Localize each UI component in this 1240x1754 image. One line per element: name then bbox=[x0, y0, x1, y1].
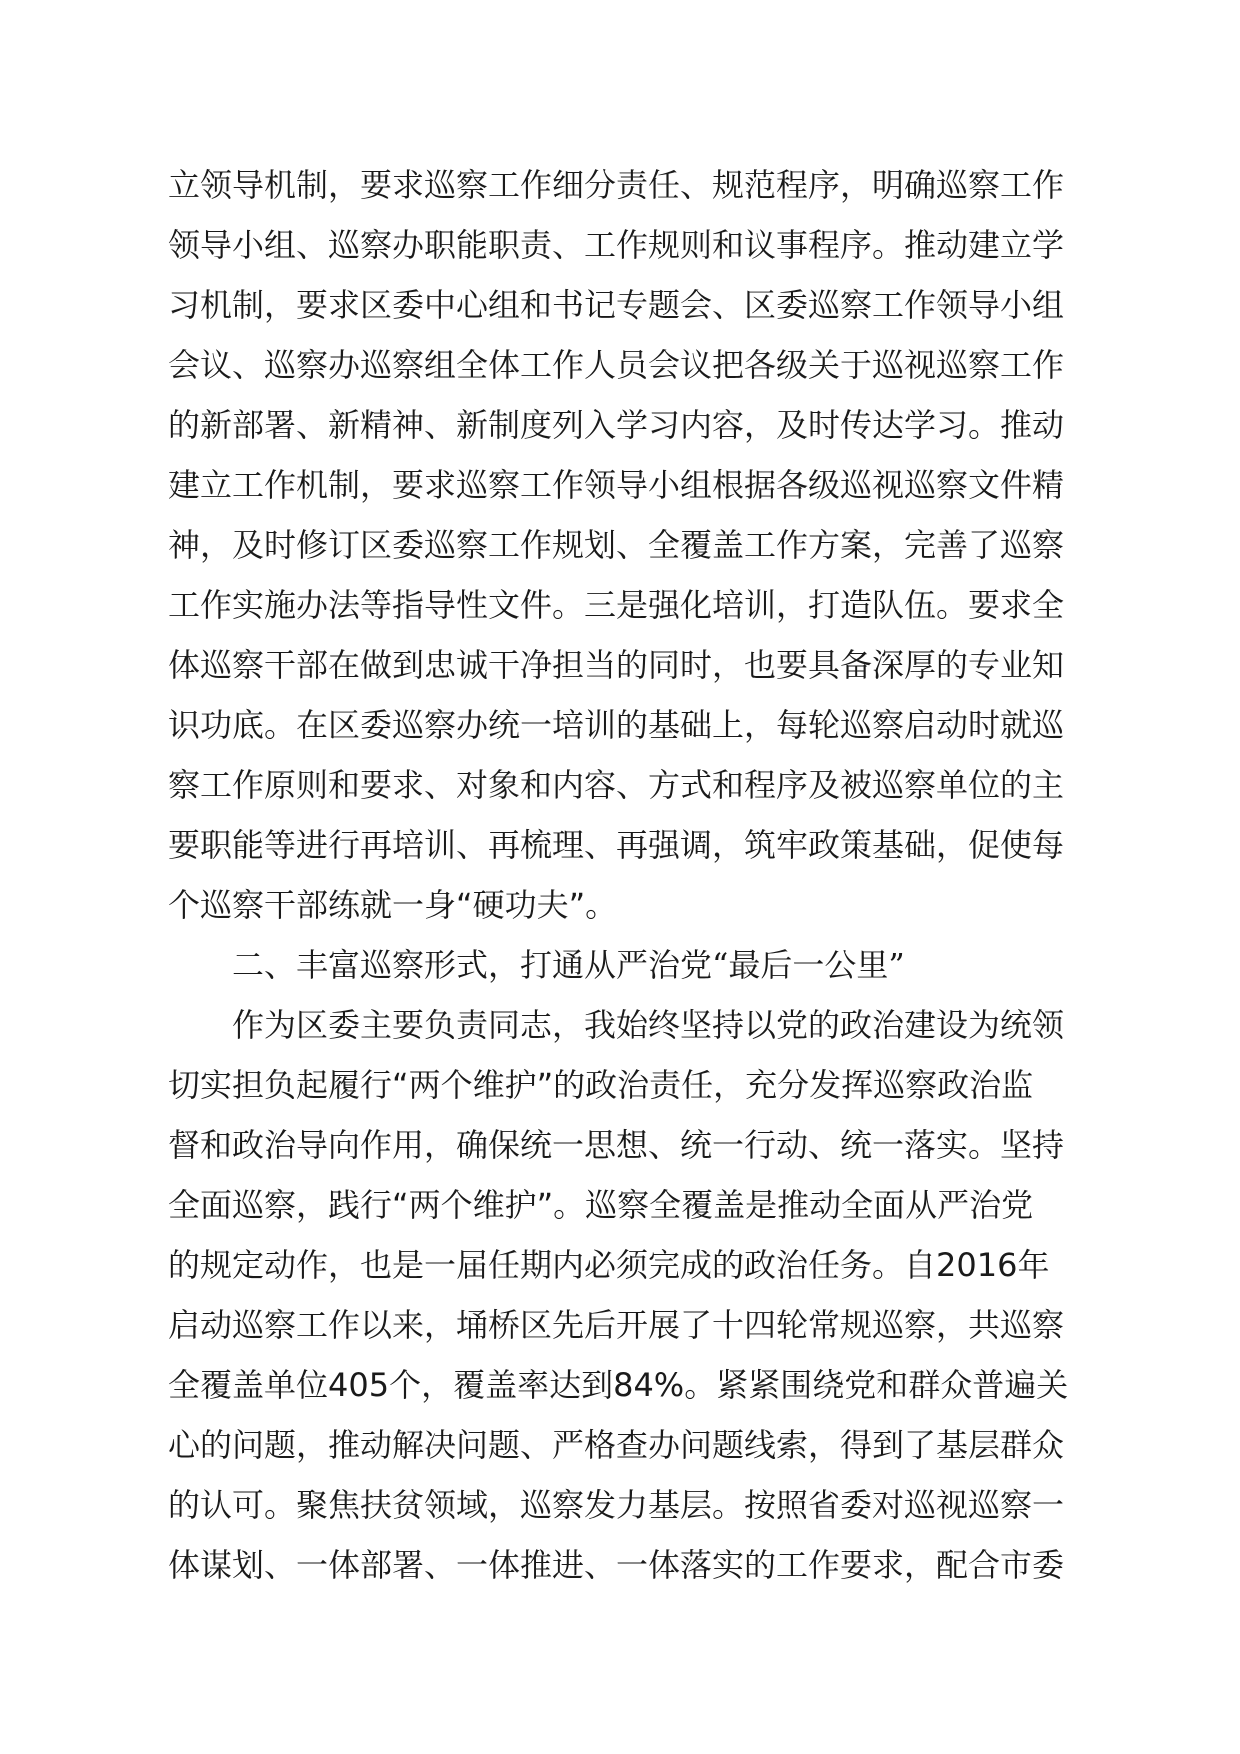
text-line: 全覆盖单位405个，覆盖率达到84%。紧紧围绕党和群众普遍关 bbox=[168, 1366, 1069, 1404]
text-line: 会议、巡察办巡察组全体工作人员会议把各级关于巡视巡察工作 bbox=[168, 346, 1065, 384]
text-line: 识功底。在区委巡察办统一培训的基础上，每轮巡察启动时就巡 bbox=[168, 706, 1065, 744]
text-line: 察工作原则和要求、对象和内容、方式和程序及被巡察单位的主 bbox=[168, 766, 1065, 804]
text-line: 的认可。聚焦扶贫领域，巡察发力基层。按照省委对巡视巡察一 bbox=[168, 1486, 1065, 1524]
text-line: 切实担负起履行“两个维护”的政治责任，充分发挥巡察政治监 bbox=[168, 1066, 1034, 1104]
text-line: 习机制，要求区委中心组和书记专题会、区委巡察工作领导小组 bbox=[168, 286, 1065, 324]
text-line: 建立工作机制，要求巡察工作领导小组根据各级巡视巡察文件精 bbox=[168, 466, 1065, 504]
text-line: 体巡察干部在做到忠诚干净担当的同时，也要具备深厚的专业知 bbox=[168, 646, 1065, 684]
section-heading: 二、丰富巡察形式，打通从严治党“最后一公里” bbox=[232, 946, 905, 984]
text-line: 全面巡察，践行“两个维护”。巡察全覆盖是推动全面从严治党 bbox=[168, 1186, 1034, 1224]
paragraph-first-line: 作为区委主要负责同志，我始终坚持以党的政治建设为统领 bbox=[232, 1006, 1065, 1044]
text-line: 要职能等进行再培训、再梳理、再强调，筑牢政策基础，促使每 bbox=[168, 826, 1065, 864]
text-line: 个巡察干部练就一身“硬功夫”。 bbox=[168, 886, 618, 924]
text-line: 体谋划、一体部署、一体推进、一体落实的工作要求，配合市委 bbox=[168, 1546, 1065, 1584]
text-line: 领导小组、巡察办职能职责、工作规则和议事程序。推动建立学 bbox=[168, 226, 1065, 264]
text-line: 的规定动作，也是一届任期内必须完成的政治任务。自2016年 bbox=[168, 1246, 1050, 1284]
text-line: 工作实施办法等指导性文件。三是强化培训，打造队伍。要求全 bbox=[168, 586, 1065, 624]
text-line: 立领导机制，要求巡察工作细分责任、规范程序，明确巡察工作 bbox=[168, 166, 1065, 204]
text-line: 神，及时修订区委巡察工作规划、全覆盖工作方案，完善了巡察 bbox=[168, 526, 1065, 564]
text-line: 启动巡察工作以来，埇桥区先后开展了十四轮常规巡察，共巡察 bbox=[168, 1306, 1065, 1344]
text-line: 心的问题，推动解决问题、严格查办问题线索，得到了基层群众 bbox=[168, 1426, 1065, 1464]
text-line: 的新部署、新精神、新制度列入学习内容，及时传达学习。推动 bbox=[168, 406, 1065, 444]
body-text bbox=[168, 155, 1128, 1595]
text-line: 督和政治导向作用，确保统一思想、统一行动、统一落实。坚持 bbox=[168, 1126, 1065, 1164]
